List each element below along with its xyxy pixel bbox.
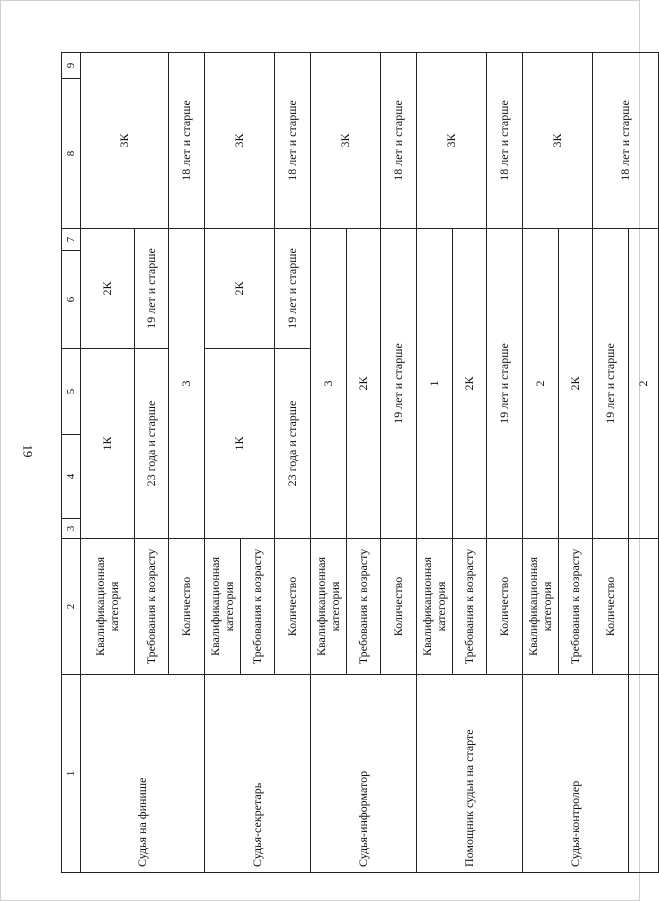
table-cell: 18 лет и старше	[593, 53, 659, 229]
table-cell: 18 лет и старше	[487, 53, 523, 229]
table-row	[205, 53, 241, 873]
table-cell: 2К	[205, 229, 275, 349]
table-cell: 19 лет и старше	[487, 229, 523, 539]
position-name: Судья-секретарь	[205, 675, 311, 873]
row-label: Требования к возрасту	[453, 539, 487, 675]
row-label: Требования к возрасту	[241, 539, 275, 675]
table-cell: 2	[523, 229, 559, 539]
table-row	[523, 53, 559, 873]
table-cell: 1К	[81, 349, 135, 539]
table-cell: 2К	[81, 229, 135, 349]
row-label: Количество	[381, 539, 417, 675]
row-label: Квалификационная категория	[417, 539, 453, 675]
position-name: Судья-информатор	[311, 675, 417, 873]
row-label: Квалификационная категория	[523, 539, 559, 675]
table-cell: 23 года и старше	[135, 349, 169, 539]
row-label: Количество	[275, 539, 311, 675]
row-label: Квалификационная категория	[81, 539, 135, 675]
column-number: 1	[62, 675, 81, 873]
referee-requirements-table	[61, 52, 659, 873]
column-number: 9	[62, 53, 81, 79]
table-cell: 19 лет и старше	[275, 229, 311, 349]
column-number: 4	[62, 435, 81, 519]
table-cell: 3	[311, 229, 347, 539]
table-row	[311, 53, 347, 873]
table-cell: 19 лет и старше	[381, 229, 417, 539]
row-label: Квалификационная категория	[205, 539, 241, 675]
rotated-table-frame	[61, 53, 650, 873]
column-number: 3	[62, 519, 81, 539]
page-number: 19	[20, 444, 36, 458]
table-cell: 1К	[205, 349, 275, 539]
table-cell: 2К	[347, 229, 381, 539]
column-number-row	[62, 53, 81, 873]
column-number: 5	[62, 349, 81, 435]
column-number: 7	[62, 229, 81, 251]
row-label: Требования к возрасту	[347, 539, 381, 675]
table-cell: 3К	[523, 53, 593, 229]
table-cell: 3К	[205, 53, 275, 229]
table-cell: 3К	[417, 53, 487, 229]
table-cell: 18 лет и старше	[169, 53, 205, 229]
column-number: 8	[62, 79, 81, 229]
position-name: Судья на финише	[81, 675, 205, 873]
table-cell: 1	[417, 229, 453, 539]
column-number: 6	[62, 251, 81, 349]
table-cell: 19 лет и старше	[135, 229, 169, 349]
row-label: Количество	[487, 539, 523, 675]
table-cell: 23 года и старше	[275, 349, 311, 539]
position-name: Судья-контролер	[523, 675, 629, 873]
table-cell: 3К	[311, 53, 381, 229]
row-label: Квалификационная категория	[311, 539, 347, 675]
row-label: Количество	[593, 539, 629, 675]
table-cell	[629, 539, 659, 675]
table-row	[81, 53, 135, 873]
table-cell: 18 лет и старше	[275, 53, 311, 229]
table-cell: 2К	[453, 229, 487, 539]
row-label: Требования к возрасту	[135, 539, 169, 675]
table-cell: 2К	[559, 229, 593, 539]
table-cell: 3	[169, 229, 205, 539]
table-row	[417, 53, 453, 873]
position-name: Помощник судьи на старте	[417, 675, 523, 873]
column-number: 2	[62, 539, 81, 675]
table-cell: 18 лет и старше	[381, 53, 417, 229]
row-label: Количество	[169, 539, 205, 675]
table-cell	[629, 675, 659, 873]
table-cell: 3К	[81, 53, 169, 229]
table-cell: 2	[629, 229, 659, 539]
row-label: Требования к возрасту	[559, 539, 593, 675]
table-cell: 19 лет и старше	[593, 229, 629, 539]
